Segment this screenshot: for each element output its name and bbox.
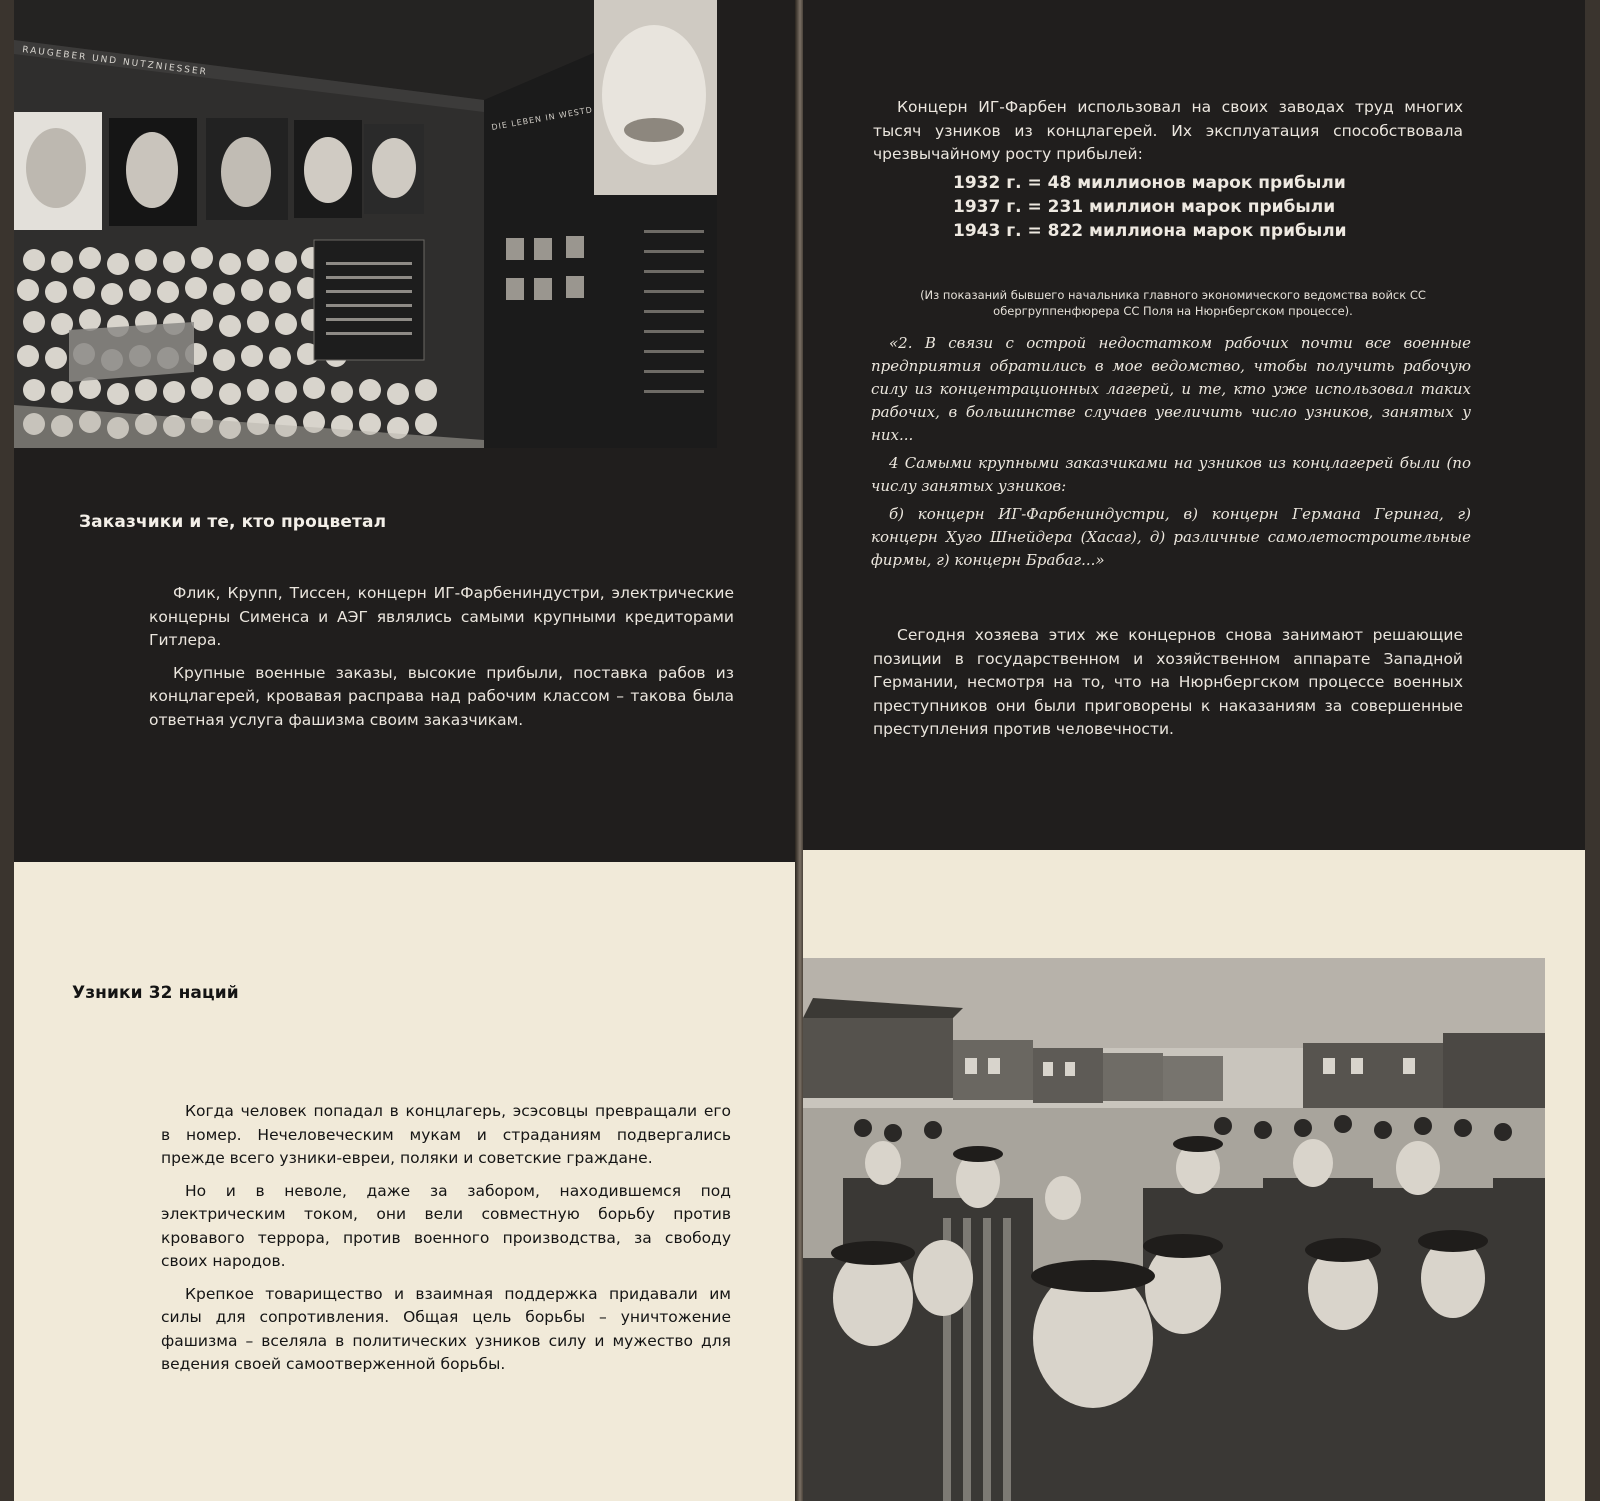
prisoners-text (161, 1100, 731, 1386)
profit-list (953, 171, 1423, 243)
right-page (803, 0, 1585, 1501)
source-note: (Из показаний бывшего начальника главного экономического ведомства войск СС обергруппенфюрера СС Поля на Нюрнбергском процессе). (920, 288, 1426, 318)
quote-paragraph: б) концерн ИГ-Фарбениндустри, в) концерн Германа Геринга, г) концерн Хуго Шнейдера (Хасаг), д) различные самолетостроительные фирмы, г) концерн Брабаг...» (871, 505, 1471, 569)
quote-paragraph: 4 Самыми крупными заказчиками на узников из концлагерей были (по числу занятых узников: (871, 454, 1471, 495)
quote-paragraph: «2. В связи с острой недостатком рабочих почти все военные предприятия обратились в мое ведомство, чтобы получить рабочую силу из концентрационных лагерей, и те, кто уже использовал таких рабочих, в большинстве случаев увеличить число узников, занятых у них... (871, 334, 1471, 444)
profit-row: 1943 г. = 822 миллиона марок прибыли (953, 221, 1347, 241)
profit-row: 1937 г. = 231 миллион марок прибыли (953, 197, 1336, 217)
paragraph: Крупные военные заказы, высокие прибыли, поставка рабов из концлагерей, кровавая расправа над рабочим классом – такова была ответная услуга фашизма своим заказчикам. (149, 663, 734, 729)
paragraph: Сегодня хозяева этих же концернов снова занимают решающие позиции в государственном и хозяйственном аппарате Западной Германии, несмотря на то, что на Нюрнбергском процессе военных преступников они были приговорены к наказаниям за совершенные преступления против человечности. (873, 626, 1463, 738)
paragraph: Флик, Крупп, Тиссен, концерн ИГ-Фарбениндустри, электрические концерны Сименса и АЭГ являлись самыми крупными кредиторами Гитлера. (149, 584, 734, 649)
paragraph: Крепкое товарищество и взаимная поддержка придавали им силы для сопротивления. Общая цель борьбы – уничтожение фашизма – вселяла в политических узников силу и мужество для ведения своей самоотверженной борьбы. (161, 1284, 731, 1373)
paragraph: Когда человек попадал в концлагерь, эсэсовцы превращали его в номер. Нечеловеческим мукам и страданиям подвергались прежде всего узники-евреи, поляки и советские граждане. (161, 1102, 731, 1167)
heading-customers: Заказчики и те, кто процветал (79, 512, 387, 532)
prisoners-photo (803, 958, 1545, 1501)
customers-text (149, 582, 734, 741)
closing-text (873, 624, 1463, 751)
paragraph: Концерн ИГ-Фарбен использовал на своих заводах труд многих тысяч узников из концлагерей. Их эксплуатация способствовала чрезвычайному росту прибылей: (873, 98, 1463, 163)
profit-row: 1932 г. = 48 миллионов марок прибыли (953, 173, 1346, 193)
museum-exhibit-photo (14, 0, 717, 448)
left-page (14, 0, 797, 1501)
exhibit-banner-text-2: DIE LEBEN IN WESTD (490, 105, 594, 132)
ig-farben-intro (873, 96, 1463, 176)
heading-prisoners: Узники 32 наций (72, 983, 239, 1003)
testimony-quote (871, 332, 1471, 577)
exhibit-banner-text: RAUGEBER UND NUTZNIESSER (21, 45, 209, 78)
paragraph: Но и в неволе, даже за забором, находившемся под электрическим током, они вели совместную борьбу против кровавого террора, против военного производства, за свободу своих народов. (161, 1181, 731, 1270)
